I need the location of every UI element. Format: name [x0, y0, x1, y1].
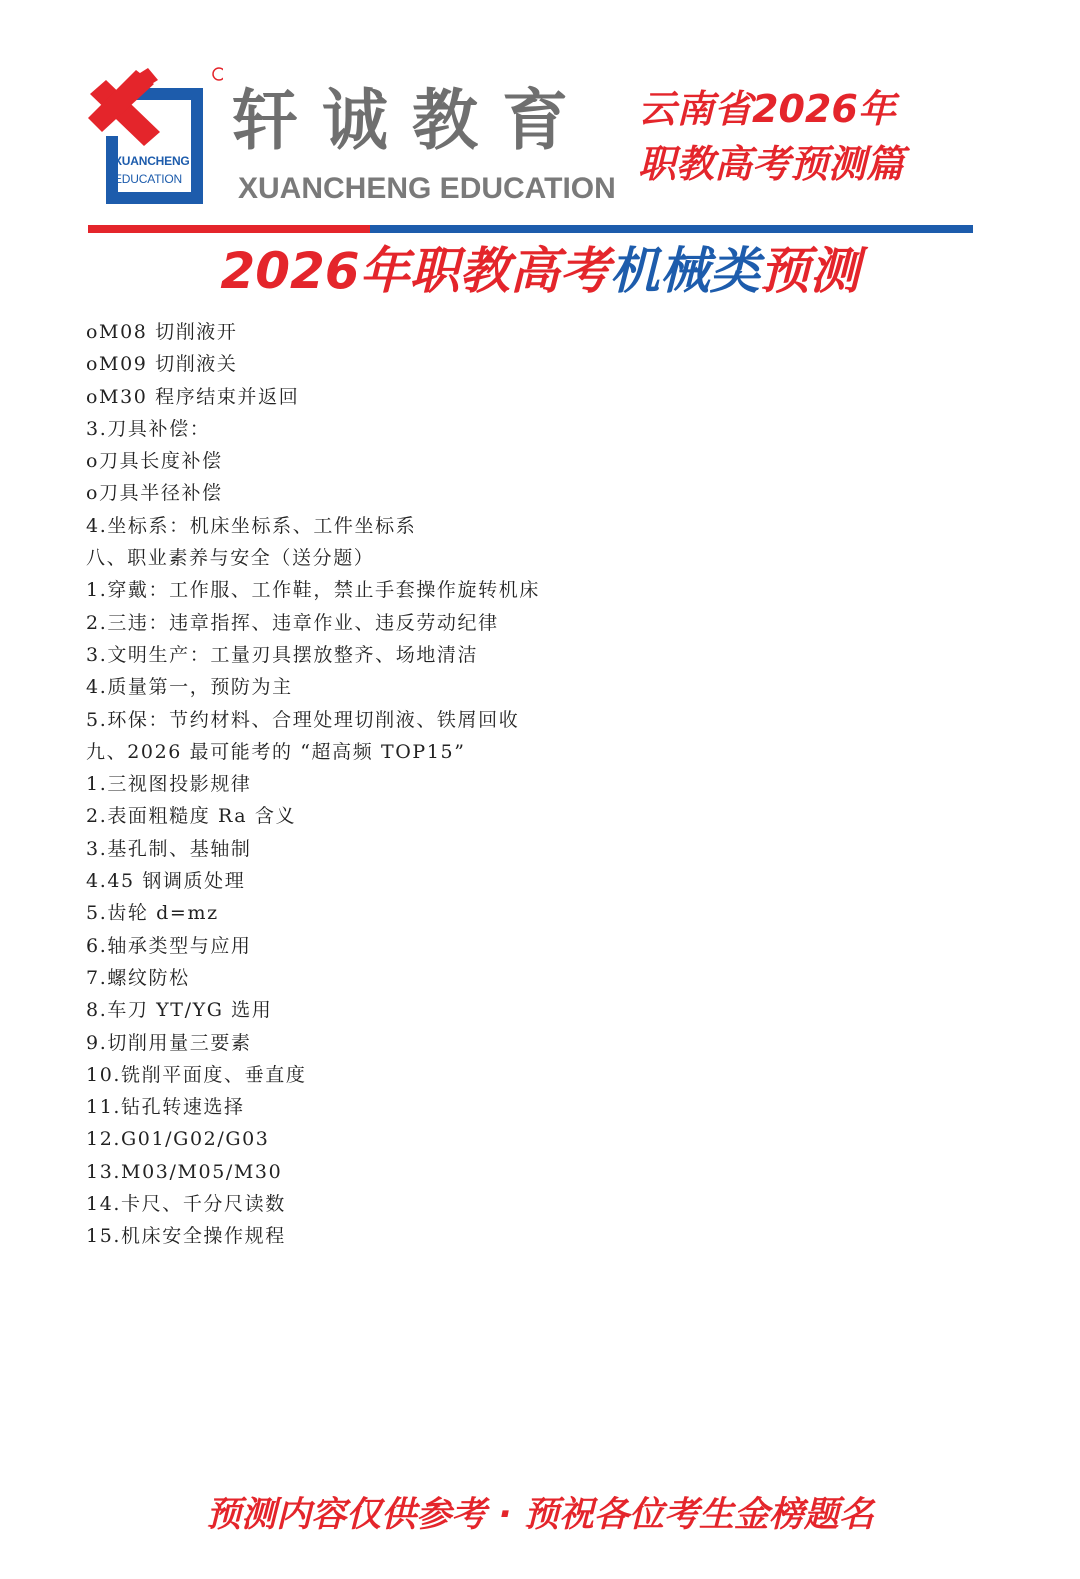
content-line: 5.环保：节约材料、合理处理切削液、铁屑回收	[86, 708, 520, 731]
content-line: 6.轴承类型与应用	[86, 934, 252, 957]
content-line: 4.坐标系：机床坐标系、工件坐标系	[86, 514, 417, 537]
section-heading: 九、2026 最可能考的 “超高频 TOP15”	[86, 740, 466, 763]
content-line: 3.文明生产：工量刃具摆放整齐、场地清洁	[86, 643, 479, 666]
content-line: 3.基孔制、基轴制	[86, 837, 252, 860]
footer-slogan: 预测内容仅供参考 · 预祝各位考生金榜题名	[206, 1495, 874, 1535]
content-line: 1.穿戴：工作服、工作鞋，禁止手套操作旋转机床	[86, 579, 540, 602]
content-line: 8.车刀 YT/YG 选用	[86, 999, 273, 1022]
content-line: 2.表面粗糙度 Ra 含义	[86, 805, 297, 828]
title-part-highlight: 机械类	[609, 242, 760, 300]
content-line: 3.刀具补偿：	[86, 417, 211, 440]
page-title	[120, 244, 960, 299]
content-line: oM30 程序结束并返回	[86, 385, 300, 408]
content-line: 4.45 钢调质处理	[86, 870, 246, 893]
brand-logo	[88, 66, 223, 216]
header-divider-blue	[370, 225, 973, 233]
content-line: 11.钻孔转速选择	[86, 1096, 245, 1119]
content-line: 13.M03/M05/M30	[86, 1160, 283, 1183]
brand-name-english: XUANCHENG EDUCATION	[238, 172, 616, 205]
content-line: 15.机床安全操作规程	[86, 1225, 286, 1248]
content-line: 5.齿轮 d=mz	[86, 902, 219, 925]
content-line: o刀具半径补偿	[86, 482, 223, 505]
content-line: oM09 切削液关	[86, 353, 238, 376]
content-line: 9.切削用量三要素	[86, 1031, 252, 1054]
section-heading: 八、职业素养与安全（送分题）	[86, 547, 375, 570]
slogan-line-2: 职教高考预测篇	[638, 142, 905, 186]
logo-text-xuancheng: XUANCHENG	[114, 154, 190, 168]
content-line: o刀具长度补偿	[86, 450, 223, 473]
header-divider-red	[88, 225, 370, 233]
logo-text-education: EDUCATION	[114, 172, 182, 186]
content-list	[86, 316, 986, 1253]
content-line: 10.铣削平面度、垂直度	[86, 1063, 307, 1086]
content-line: 4.质量第一，预防为主	[86, 676, 293, 699]
title-part-3: 预测	[759, 242, 860, 300]
title-part-1: 2026年职教高考	[220, 242, 610, 300]
content-line: 12.G01/G02/G03	[86, 1128, 270, 1151]
content-line: oM08 切削液开	[86, 321, 238, 343]
content-line: 2.三违：违章指挥、违章作业、违反劳动纪律	[86, 611, 499, 634]
content-line: 1.三视图投影规律	[86, 773, 252, 796]
brand-name-chinese: 轩诚教育	[232, 82, 592, 159]
slogan-line-1: 云南省2026年	[638, 87, 896, 131]
content-line: 7.螺纹防松	[86, 966, 190, 989]
content-line: 14.卡尺、千分尺读数	[86, 1193, 286, 1216]
